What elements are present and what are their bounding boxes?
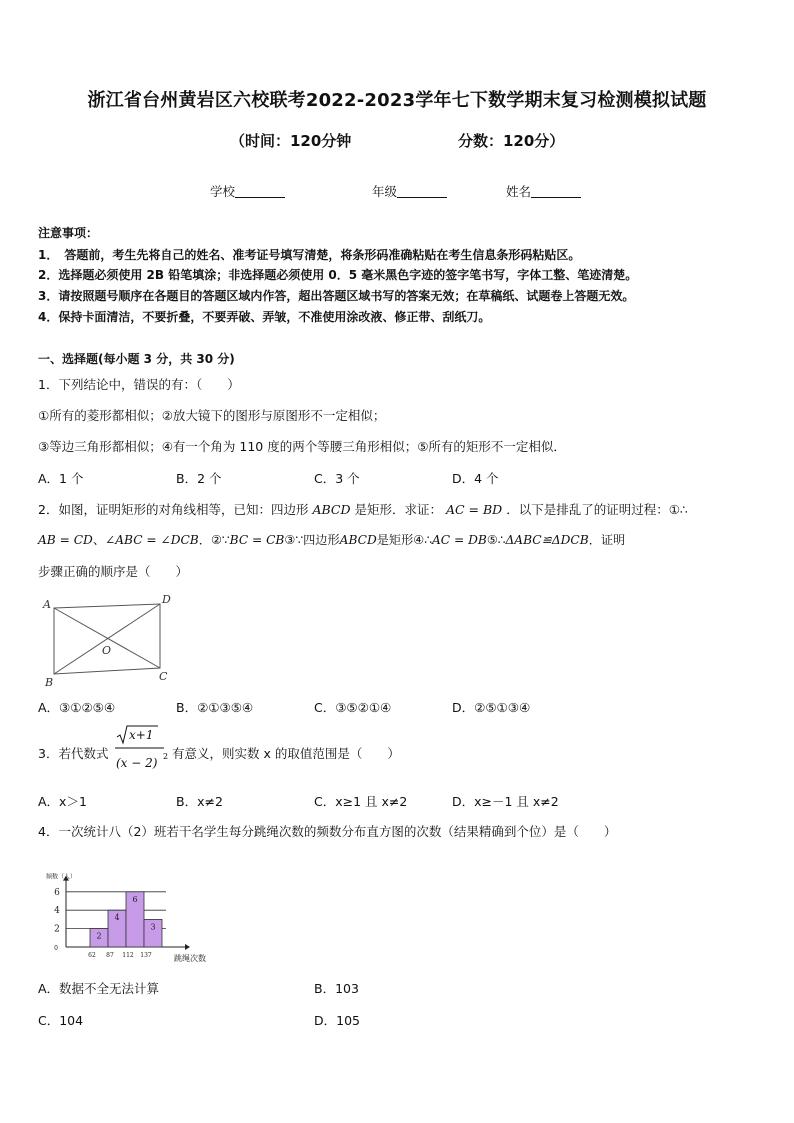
q2-text: ．证明 bbox=[588, 533, 626, 547]
x-tick-label: 87 bbox=[106, 952, 114, 959]
exponent: 2 bbox=[163, 752, 169, 761]
y-tick-label: 4 bbox=[54, 906, 60, 917]
q2-line2 bbox=[38, 531, 625, 548]
q2-math: ΔABC≌ΔDCB bbox=[505, 533, 589, 547]
center-label-o: O bbox=[102, 644, 112, 657]
y-tick-label: 0 bbox=[54, 945, 58, 952]
q2-text: ③∵四边形 bbox=[284, 533, 340, 547]
q2-option-b: B．②①③⑤④ bbox=[176, 700, 254, 715]
q1-line1: ①所有的菱形都相似；②放大镜下的图形与原图形不一定相似； bbox=[38, 408, 386, 423]
q2-text: 是矩形④∴ bbox=[376, 533, 432, 547]
q4-option-a: A．数据不全无法计算 bbox=[38, 981, 160, 996]
q2-text: ．以下是排乱了的证明过程：①∴ bbox=[506, 502, 688, 517]
q2-option-c: C．③⑤②①④ bbox=[314, 700, 392, 715]
grade-label: 年级 bbox=[372, 184, 398, 199]
section-heading: 一、选择题(每小题 3 分，共 30 分) bbox=[38, 352, 235, 366]
q2-math: AB = CD bbox=[38, 533, 93, 547]
q2-text: 2．如图，证明矩形的对角线相等，已知：四边形 bbox=[38, 502, 309, 517]
q2-math: AC = DB bbox=[431, 533, 487, 547]
q3-suffix: 有意义，则实数 x 的取值范围是（ ） bbox=[172, 746, 400, 761]
notice-item: 3．请按照题号顺序在各题目的答题区域内作答，超出答题区域书写的答案无效；在草稿纸、试题卷上答题无效。 bbox=[38, 289, 635, 303]
school-blank bbox=[235, 185, 285, 198]
notice-item: 2．选择题必须使用 2B 铅笔填涂；非选择题必须使用 0．5 毫米黑色字迹的签字笔书写，字体工整、笔迹清楚。 bbox=[38, 268, 638, 282]
q4-option-c: C．104 bbox=[38, 1013, 84, 1028]
x-tick-label: 137 bbox=[140, 952, 152, 959]
y-tick-label: 2 bbox=[54, 924, 60, 935]
x-tick-label: 112 bbox=[122, 952, 134, 959]
diagonal-bd bbox=[54, 604, 160, 674]
q2-option-a: A．③①②⑤④ bbox=[38, 700, 116, 715]
school-field bbox=[210, 182, 285, 200]
q1-option-b: B．2 个 bbox=[176, 471, 222, 486]
q4-option-d: D．105 bbox=[314, 1013, 360, 1028]
q2-text: 是矩形．求证： bbox=[354, 502, 442, 517]
numerator: x+1 bbox=[129, 728, 154, 742]
q2-text: ．②∵ bbox=[198, 533, 230, 547]
q1-option-d: D．4 个 bbox=[452, 471, 499, 486]
q2-math: ∠ABC = ∠DCB bbox=[105, 533, 199, 547]
q3-option-c: C．x≥1 且 x≠2 bbox=[314, 794, 408, 809]
histogram-chart bbox=[38, 860, 218, 968]
q1-option-c: C．3 个 bbox=[314, 471, 360, 486]
q2-math: ABCD bbox=[339, 533, 377, 547]
time-label: （时间：120分钟 bbox=[230, 132, 352, 150]
notice-item: 1． 答题前，考生先将自己的姓名、准考证号填写清楚，将条形码准确粘贴在考生信息条形码粘贴区。 bbox=[38, 248, 581, 262]
score-label: 分数：120分） bbox=[458, 132, 565, 150]
x-axis-label: 跳绳次数 bbox=[174, 954, 206, 963]
q1-stem: 1．下列结论中，错误的有：（ ） bbox=[38, 377, 240, 392]
bar-value-label: 4 bbox=[114, 913, 120, 923]
name-field bbox=[506, 182, 581, 200]
diagonal-ac bbox=[54, 608, 160, 668]
vertex-label-a: A bbox=[43, 598, 51, 611]
fraction-expression bbox=[112, 724, 174, 778]
q2-math: AC = BD bbox=[445, 502, 503, 517]
bar-value-label: 2 bbox=[96, 931, 102, 941]
q2-line1 bbox=[38, 500, 688, 518]
y-tick-label: 6 bbox=[54, 887, 60, 898]
vertex-label-d: D bbox=[162, 593, 171, 606]
grade-blank bbox=[397, 185, 447, 198]
q2-option-d: D．②⑤①③④ bbox=[452, 700, 531, 715]
q3-prefix: 3．若代数式 bbox=[38, 746, 109, 761]
q2-math: ABCD bbox=[312, 502, 351, 517]
q4-stem: 4．一次统计八（2）班若干名学生每分跳绳次数的频数分布直方图的次数（结果精确到个位）是（ ） bbox=[38, 824, 617, 839]
notice-item: 4．保持卡面清洁，不要折叠，不要弄破、弄皱，不准使用涂改液、修正带、刮纸刀。 bbox=[38, 310, 491, 324]
q2-text: 、 bbox=[92, 533, 106, 547]
name-blank bbox=[531, 185, 581, 198]
vertex-label-c: C bbox=[159, 670, 168, 683]
q3-option-d: D．x≥－1 且 x≠2 bbox=[452, 794, 559, 809]
bar-value-label: 6 bbox=[132, 894, 138, 904]
vertex-label-b: B bbox=[45, 676, 54, 689]
x-tick-label: 62 bbox=[88, 952, 96, 959]
q2-line3: 步骤正确的顺序是（ ） bbox=[38, 564, 189, 579]
q3-option-b: B．x≠2 bbox=[176, 794, 223, 809]
name-label: 姓名 bbox=[506, 184, 532, 199]
q2-math: BC = CB bbox=[229, 533, 285, 547]
page-title: 浙江省台州黄岩区六校联考2022-2023学年七下数学期末复习检测模拟试题 bbox=[87, 90, 707, 111]
q4-option-b: B．103 bbox=[314, 981, 359, 996]
x-axis-arrow bbox=[185, 944, 190, 950]
q1-option-a: A．1 个 bbox=[38, 471, 84, 486]
q2-text: ⑤∴ bbox=[486, 533, 506, 547]
q3-option-a: A．x＞1 bbox=[38, 794, 87, 809]
school-label: 学校 bbox=[210, 184, 236, 199]
q1-line2: ③等边三角形都相似；④有一个角为 110 度的两个等腰三角形相似；⑤所有的矩形不一定相似． bbox=[38, 439, 566, 454]
notice-heading: 注意事项： bbox=[38, 226, 99, 240]
grade-field bbox=[372, 182, 447, 200]
denominator: (x − 2) bbox=[116, 756, 158, 770]
bar-value-label: 3 bbox=[150, 922, 156, 932]
y-axis-label: 频数（人） bbox=[46, 873, 77, 881]
rectangle-figure bbox=[40, 590, 180, 690]
